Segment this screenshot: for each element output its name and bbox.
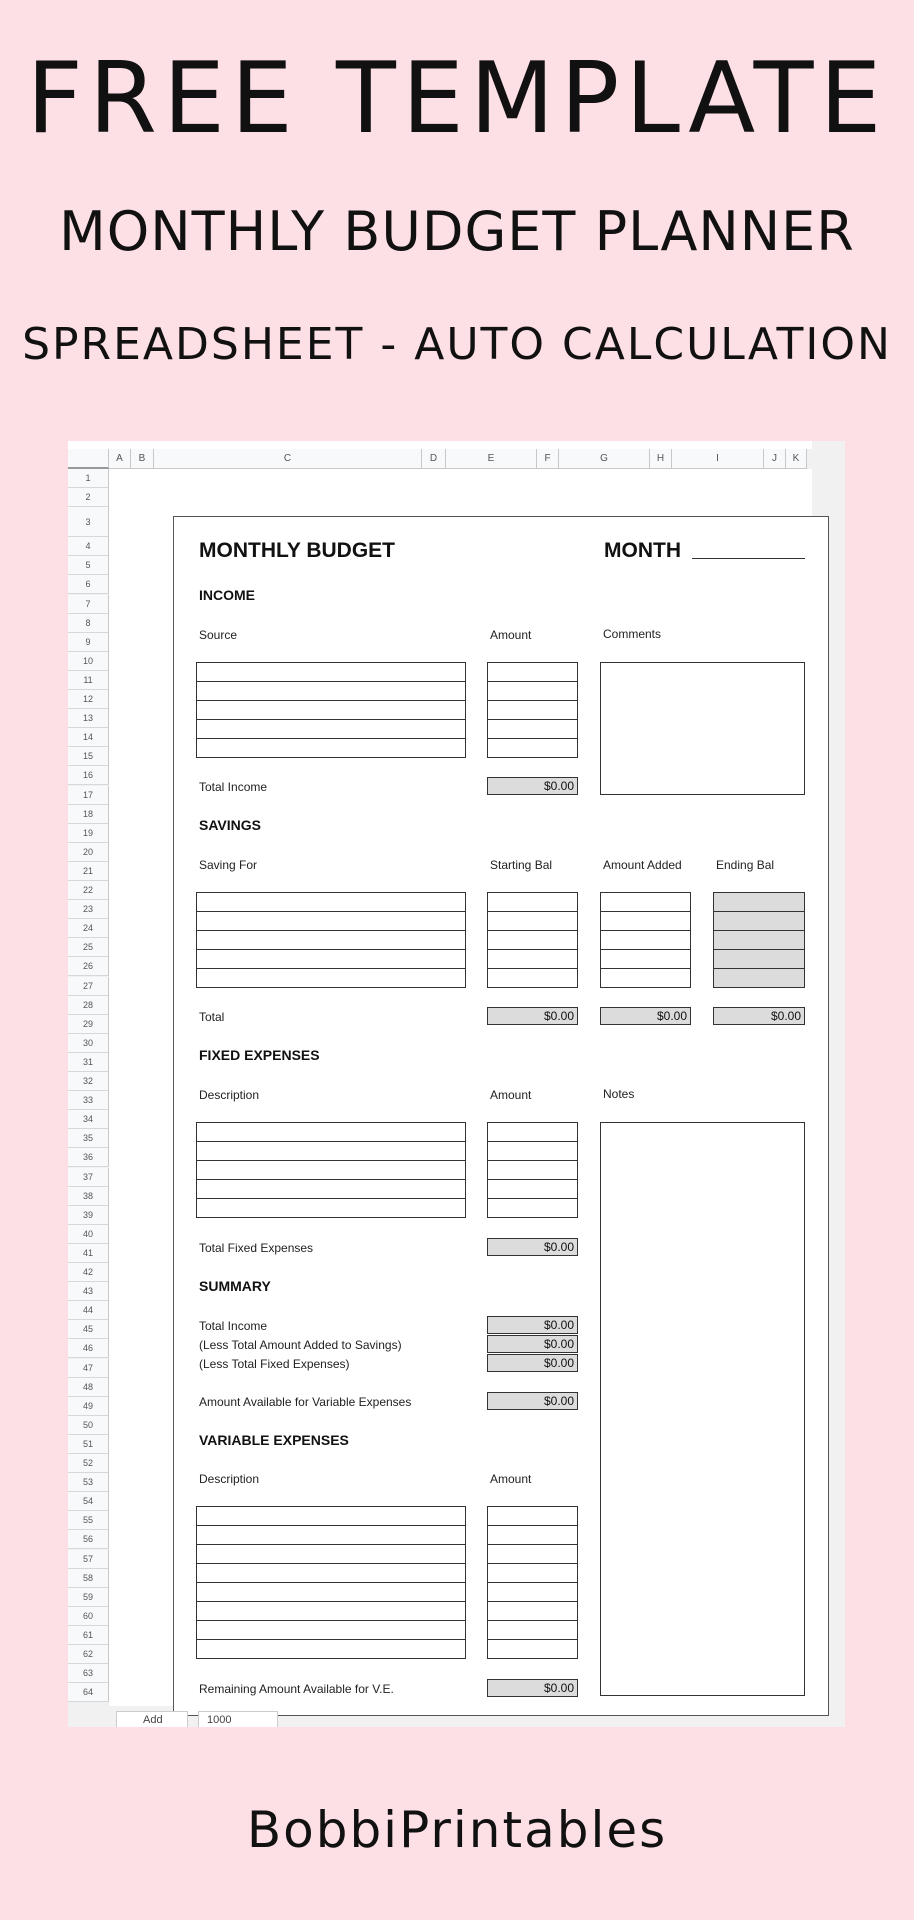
variable-description-cell[interactable] (196, 1620, 466, 1640)
row-header[interactable]: 57 (68, 1550, 109, 1569)
row-header[interactable]: 34 (68, 1110, 109, 1129)
row-header[interactable]: 33 (68, 1091, 109, 1110)
select-all-corner[interactable] (68, 449, 109, 469)
row-header[interactable]: 14 (68, 728, 109, 747)
row-header[interactable]: 49 (68, 1397, 109, 1416)
variable-amount-header: Amount (490, 1472, 532, 1486)
add-rows-button[interactable]: Add (116, 1711, 188, 1727)
income-amount-header: Amount (490, 628, 532, 642)
savings-ending-cell (713, 949, 805, 969)
amount-added-header: Amount Added (603, 858, 682, 872)
row-header[interactable]: 15 (68, 747, 109, 766)
total-fixed-label: Total Fixed Expenses (199, 1241, 314, 1255)
notes-header: Notes (603, 1087, 635, 1101)
rows-count-input[interactable]: 1000 (198, 1711, 278, 1727)
row-header[interactable]: 54 (68, 1492, 109, 1511)
column-header[interactable]: H (650, 449, 672, 469)
summary-label: (Less Total Fixed Expenses) (199, 1357, 350, 1371)
variable-description-cell[interactable] (196, 1544, 466, 1564)
income-description-cell[interactable] (196, 662, 466, 682)
variable-amount-cell[interactable] (487, 1582, 578, 1602)
savings-description-cell[interactable] (196, 968, 466, 988)
row-header[interactable]: 56 (68, 1530, 109, 1549)
savings-total-added: $0.00 (600, 1007, 691, 1025)
savings-added-cell[interactable] (600, 930, 691, 950)
row-header[interactable]: 3 (68, 507, 109, 537)
row-header[interactable]: 38 (68, 1187, 109, 1206)
income-amount-cell[interactable] (487, 700, 578, 720)
savings-ending-cell (713, 911, 805, 931)
fixed-amount-cell[interactable] (487, 1160, 578, 1180)
row-header[interactable]: 5 (68, 556, 109, 575)
savings-added-cell[interactable] (600, 892, 691, 912)
variable-amount-cell[interactable] (487, 1620, 578, 1640)
row-header[interactable]: 40 (68, 1225, 109, 1244)
income-comments-header: Comments (603, 627, 662, 641)
remaining-label: Remaining Amount Available for V.E. (199, 1682, 394, 1696)
summary-value: $0.00 (487, 1335, 578, 1353)
row-header[interactable]: 8 (68, 614, 109, 633)
row-header[interactable]: 9 (68, 633, 109, 652)
income-comments-box[interactable] (600, 662, 805, 795)
income-description-cell[interactable] (196, 738, 466, 758)
income-heading: INCOME (199, 587, 255, 603)
row-header[interactable]: 17 (68, 786, 109, 805)
column-header[interactable]: D (422, 449, 446, 469)
savings-starting-cell[interactable] (487, 892, 578, 912)
column-header[interactable]: K (786, 449, 807, 469)
variable-description-header: Description (199, 1472, 260, 1486)
row-header[interactable]: 18 (68, 805, 109, 824)
row-header[interactable]: 42 (68, 1263, 109, 1282)
column-header[interactable]: A (109, 449, 131, 469)
row-header[interactable]: 6 (68, 575, 109, 594)
row-header[interactable]: 60 (68, 1607, 109, 1626)
income-description-cell[interactable] (196, 700, 466, 720)
row-header[interactable]: 1 (68, 469, 109, 488)
savings-added-cell[interactable] (600, 949, 691, 969)
savings-starting-cell[interactable] (487, 968, 578, 988)
income-amount-cell[interactable] (487, 662, 578, 682)
row-header[interactable]: 25 (68, 938, 109, 957)
row-header[interactable]: 50 (68, 1416, 109, 1435)
savings-heading: SAVINGS (199, 817, 261, 833)
row-header[interactable]: 52 (68, 1454, 109, 1473)
column-header[interactable]: B (131, 449, 154, 469)
column-header[interactable]: C (154, 449, 422, 469)
row-header[interactable]: 4 (68, 537, 109, 556)
notes-box[interactable] (600, 1122, 805, 1696)
available-value: $0.00 (487, 1392, 578, 1410)
row-header[interactable]: 41 (68, 1244, 109, 1263)
variable-amount-cell[interactable] (487, 1563, 578, 1583)
income-description-cell[interactable] (196, 681, 466, 701)
row-header[interactable]: 10 (68, 652, 109, 671)
fixed-heading: FIXED EXPENSES (199, 1047, 320, 1063)
row-header[interactable]: 12 (68, 690, 109, 709)
fixed-description-cell[interactable] (196, 1122, 466, 1142)
row-header[interactable]: 2 (68, 488, 109, 507)
savings-description-cell[interactable] (196, 892, 466, 912)
row-header[interactable]: 7 (68, 595, 109, 614)
row-header[interactable]: 59 (68, 1588, 109, 1607)
variable-amount-cell[interactable] (487, 1544, 578, 1564)
brand-name: BobbiPrintables (246, 1801, 668, 1859)
total-income-label: Total Income (199, 780, 268, 794)
month-label: MONTH (604, 539, 681, 562)
variable-description-cell[interactable] (196, 1601, 466, 1621)
savings-ending-cell (713, 968, 805, 988)
starting-bal-header: Starting Bal (490, 858, 553, 872)
row-header[interactable]: 24 (68, 919, 109, 938)
fixed-description-cell[interactable] (196, 1160, 466, 1180)
income-amount-cell[interactable] (487, 681, 578, 701)
row-header[interactable]: 11 (68, 671, 109, 690)
variable-amount-cell[interactable] (487, 1525, 578, 1545)
row-header[interactable]: 48 (68, 1378, 109, 1397)
variable-amount-cell[interactable] (487, 1506, 578, 1526)
budget-page (173, 516, 829, 1716)
row-header[interactable]: 21 (68, 862, 109, 881)
row-header[interactable]: 13 (68, 709, 109, 728)
income-source-header: Source (199, 628, 238, 642)
column-header[interactable]: E (446, 449, 537, 469)
row-header[interactable]: 32 (68, 1072, 109, 1091)
page-title: FREE TEMPLATE (26, 42, 888, 156)
summary-heading: SUMMARY (199, 1278, 271, 1294)
row-header[interactable]: 20 (68, 843, 109, 862)
month-input[interactable] (692, 558, 805, 559)
row-header[interactable]: 62 (68, 1645, 109, 1664)
savings-total-end: $0.00 (713, 1007, 805, 1025)
row-header[interactable]: 64 (68, 1683, 109, 1702)
savings-description-cell[interactable] (196, 949, 466, 969)
savings-ending-cell (713, 892, 805, 912)
row-header[interactable]: 63 (68, 1664, 109, 1683)
fixed-amount-cell[interactable] (487, 1122, 578, 1142)
row-header[interactable]: 23 (68, 900, 109, 919)
row-header[interactable]: 36 (68, 1148, 109, 1167)
row-header[interactable]: 46 (68, 1339, 109, 1358)
fixed-amount-header: Amount (490, 1088, 532, 1102)
available-label: Amount Available for Variable Expenses (199, 1395, 412, 1409)
row-header[interactable]: 27 (68, 977, 109, 996)
column-header[interactable]: F (537, 449, 559, 469)
savings-starting-cell[interactable] (487, 930, 578, 950)
row-header[interactable]: 58 (68, 1569, 109, 1588)
row-header[interactable]: 26 (68, 957, 109, 976)
row-header[interactable]: 35 (68, 1129, 109, 1148)
row-header[interactable]: 31 (68, 1053, 109, 1072)
fixed-amount-cell[interactable] (487, 1179, 578, 1199)
row-header[interactable]: 44 (68, 1301, 109, 1320)
fixed-description-cell[interactable] (196, 1179, 466, 1199)
row-header[interactable]: 45 (68, 1320, 109, 1339)
income-description-cell[interactable] (196, 719, 466, 739)
summary-label: (Less Total Amount Added to Savings) (199, 1338, 402, 1352)
income-amount-cell[interactable] (487, 719, 578, 739)
row-header[interactable]: 19 (68, 824, 109, 843)
fixed-amount-cell[interactable] (487, 1198, 578, 1218)
fixed-description-cell[interactable] (196, 1141, 466, 1161)
row-header[interactable]: 51 (68, 1435, 109, 1454)
summary-label: Total Income (199, 1319, 268, 1333)
column-header[interactable]: G (559, 449, 650, 469)
variable-description-cell[interactable] (196, 1582, 466, 1602)
row-header[interactable]: 61 (68, 1626, 109, 1645)
row-header[interactable]: 39 (68, 1206, 109, 1225)
row-header[interactable]: 53 (68, 1473, 109, 1492)
row-header[interactable]: 28 (68, 996, 109, 1015)
page-tagline: SPREADSHEET - AUTO CALCULATION (22, 319, 892, 370)
fixed-amount-cell[interactable] (487, 1141, 578, 1161)
remaining-value: $0.00 (487, 1679, 578, 1697)
fixed-description-header: Description (199, 1088, 260, 1102)
toolbar-strip (68, 441, 812, 449)
budget-title: MONTHLY BUDGET (199, 539, 396, 562)
savings-description-cell[interactable] (196, 930, 466, 950)
row-header[interactable]: 16 (68, 766, 109, 785)
savings-description-cell[interactable] (196, 911, 466, 931)
variable-amount-cell[interactable] (487, 1639, 578, 1659)
row-header[interactable]: 30 (68, 1034, 109, 1053)
row-header[interactable]: 43 (68, 1282, 109, 1301)
page-subtitle: MONTHLY BUDGET PLANNER (59, 200, 855, 263)
variable-description-cell[interactable] (196, 1506, 466, 1526)
total-fixed-value: $0.00 (487, 1238, 578, 1256)
column-header[interactable]: I (672, 449, 764, 469)
savings-total-start: $0.00 (487, 1007, 578, 1025)
variable-heading: VARIABLE EXPENSES (199, 1432, 349, 1448)
column-header[interactable]: J (764, 449, 786, 469)
variable-description-cell[interactable] (196, 1525, 466, 1545)
row-header[interactable]: 37 (68, 1168, 109, 1187)
variable-description-cell[interactable] (196, 1563, 466, 1583)
variable-amount-cell[interactable] (487, 1601, 578, 1621)
row-header[interactable]: 47 (68, 1359, 109, 1378)
variable-description-cell[interactable] (196, 1639, 466, 1659)
savings-starting-cell[interactable] (487, 949, 578, 969)
spreadsheet-window (68, 441, 845, 1727)
row-header[interactable]: 55 (68, 1511, 109, 1530)
savings-added-cell[interactable] (600, 968, 691, 988)
total-income-value: $0.00 (487, 777, 578, 795)
summary-value: $0.00 (487, 1354, 578, 1372)
savings-added-cell[interactable] (600, 911, 691, 931)
fixed-description-cell[interactable] (196, 1198, 466, 1218)
savings-starting-cell[interactable] (487, 911, 578, 931)
row-header[interactable]: 22 (68, 881, 109, 900)
sheet-grid[interactable] (109, 469, 812, 1706)
savings-ending-cell (713, 930, 805, 950)
income-amount-cell[interactable] (487, 738, 578, 758)
summary-value: $0.00 (487, 1316, 578, 1334)
savings-total-label: Total (199, 1010, 225, 1024)
row-header[interactable]: 29 (68, 1015, 109, 1034)
ending-bal-header: Ending Bal (716, 858, 775, 872)
saving-for-header: Saving For (199, 858, 258, 872)
